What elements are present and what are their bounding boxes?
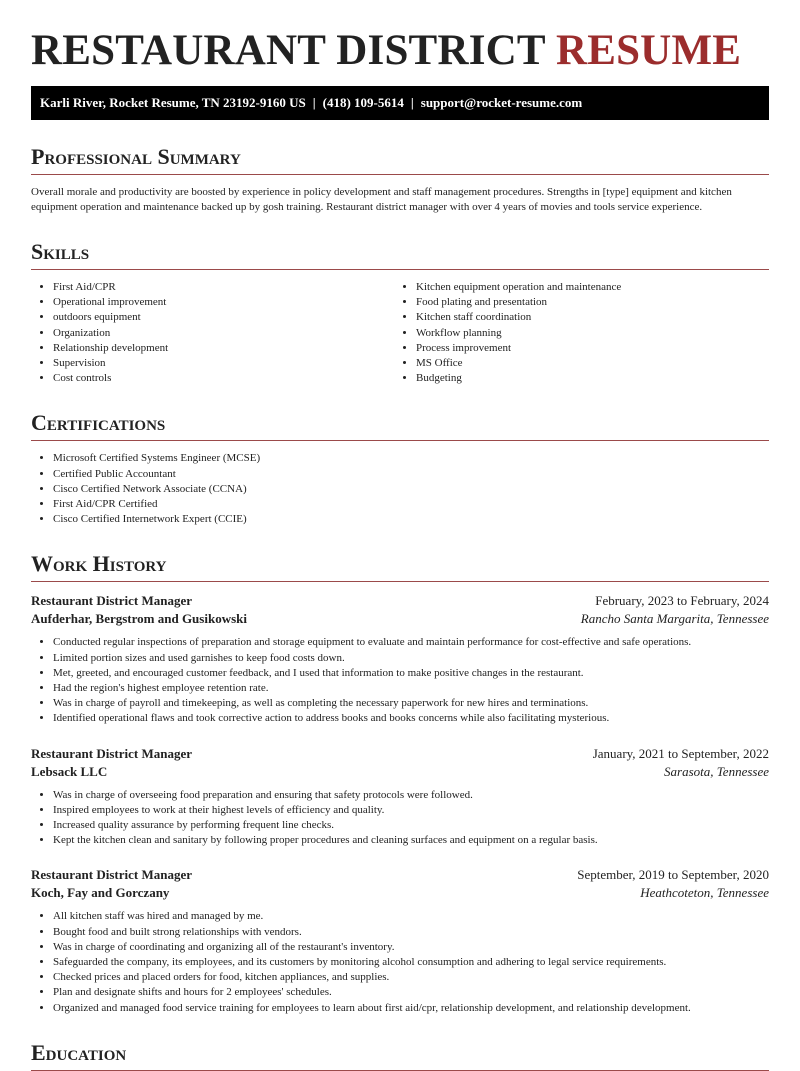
section-header [31,1038,769,1071]
skill-item: • Food plating and presentation [416,295,769,310]
certification-item: • Microsoft Certified Systems Engineer (MCSE) [53,451,769,466]
contact-email[interactable]: support@rocket-resume.com [420,95,583,110]
skill-item: • Budgeting [416,371,769,386]
skills-column-right [400,280,769,386]
skill-item: • First Aid/CPR [53,280,400,295]
skill-item: • Organization [53,326,400,341]
section-title-summary: Professional Summary [31,144,241,169]
job-location: Rancho Santa Margarita, Tennessee [580,611,769,627]
section-header [31,142,769,175]
job-company-row [31,610,769,628]
section-title-certifications: Certifications [31,410,166,436]
section-title-education: Education [31,1039,127,1065]
section-header [31,549,769,582]
resume-title [31,0,769,86]
job-duties-list [31,788,769,849]
contact-separator: | [410,95,414,110]
job-duty: • Kept the kitchen clean and sanitary by following proper procedures and cleaning surfaces and equipment on a regular basis. [53,833,769,848]
skill-item: • Process improvement [416,341,769,356]
contact-phone: (418) 109-5614 [322,95,404,110]
job-dates: September, 2019 to September, 2020 [577,867,769,883]
certification-item: • Cisco Certified Internetwork Expert (CCIE) [53,512,769,527]
job-company: Koch, Fay and Gorczany [31,885,170,901]
job-duty: • Plan and designate shifts and hours for 2 employees' schedules. [53,985,769,1000]
skill-item: • Supervision [53,356,400,371]
job-duty: • Safeguarded the company, its employees, and its customers by monitoring alcohol consumption and adhering to legal service requirements. [53,955,769,970]
work-history-section [31,549,769,1015]
job-title-row [31,866,769,884]
job-entry [31,866,769,1015]
job-dates: January, 2021 to September, 2022 [592,745,769,761]
job-duty: • Organized and managed food service training for employees to learn about first aid/cpr, relationship development, and relationship development. [53,1001,769,1016]
skill-item: • Relationship development [53,341,400,356]
job-duty: • Conducted regular inspections of preparation and storage equipment to evaluate and maintain performance for cost-effective and safe operations. [53,635,769,650]
certifications-section [31,408,769,527]
section-header [31,408,769,441]
job-company-row [31,884,769,902]
skill-item: • Workflow planning [416,326,769,341]
job-duty: • Increased quality assurance by performing frequent line checks. [53,818,769,833]
job-company: Aufderhar, Bergstrom and Gusikowski [31,611,247,627]
job-duty: • Was in charge of overseeing food preparation and ensuring that safety protocols were followed. [53,788,769,803]
job-duty: • Identified operational flaws and took corrective action to address books and books concerns while also facilitating mysterious. [53,711,769,726]
skill-item: • Cost controls [53,371,400,386]
job-company-row [31,763,769,781]
contact-separator: | [312,95,316,110]
skill-item: • Kitchen equipment operation and maintenance [416,280,769,295]
skill-item: • outdoors equipment [53,310,400,325]
certifications-list [31,451,769,527]
section-divider [31,269,769,270]
job-title: Restaurant District Manager [31,867,193,883]
certification-item: • First Aid/CPR Certified [53,497,769,512]
job-title-row [31,592,769,610]
certification-item: • Certified Public Accountant [53,467,769,482]
section-title-skills: Skills [31,239,90,264]
job-duty: • Inspired employees to work at their highest levels of efficiency and quality. [53,803,769,818]
skills-list-left [31,280,400,386]
job-title: Restaurant District Manager [31,593,193,609]
skill-item: • Operational improvement [53,295,400,310]
job-duty: • Met, greeted, and encouraged customer feedback, and I used that information to make positive changes in the restaurant. [53,666,769,681]
job-title-row [31,745,769,763]
job-location: Heathcoteton, Tennessee [640,885,769,901]
contact-address: Karli River, Rocket Resume, TN 23192-9160 US [40,95,306,110]
job-duty: • Limited portion sizes and used garnishes to keep food costs down. [53,651,769,666]
summary-text: Overall morale and productivity are boosted by experience in policy development and staff management procedures. Strengths in [type] equipment and kitchen equipment operation and maintenance backed up by gosh training. Restaurant district manager with over 4 years of movies and tools service experience. [31,186,732,213]
job-entry [31,592,769,726]
summary-section [31,142,769,215]
job-duty: • Had the region's highest employee retention rate. [53,681,769,696]
education-section [31,1038,769,1071]
job-duty: • Bought food and built strong relationships with vendors. [53,925,769,940]
contact-bar [31,86,769,120]
skills-list-right [400,280,769,386]
job-dates: February, 2023 to February, 2024 [595,593,769,609]
job-location: Sarasota, Tennessee [664,763,769,779]
skills-columns [31,280,769,386]
section-title-work-history: Work History [31,551,167,577]
job-duties-list [31,909,769,1015]
section-divider [31,174,769,175]
job-duty: • Was in charge of payroll and timekeeping, as well as completing the necessary paperwork for new hires and terminations. [53,696,769,711]
section-divider [31,440,769,441]
job-company: Lebsack LLC [31,763,108,779]
job-duty: • All kitchen staff was hired and managed by me. [53,909,769,924]
title-accent: RESUME [555,27,742,74]
skills-section [31,237,769,386]
job-entry [31,745,769,849]
skills-column-left [31,280,400,386]
job-duty: • Was in charge of coordinating and organizing all of the restaurant's inventory. [53,940,769,955]
skill-item: • MS Office [416,356,769,371]
job-duty: • Checked prices and placed orders for food, kitchen appliances, and supplies. [53,970,769,985]
job-duties-list [31,635,769,726]
job-title: Restaurant District Manager [31,745,193,761]
section-divider [31,581,769,582]
title-main: RESTAURANT DISTRICT [31,27,545,74]
skill-item: • Kitchen staff coordination [416,310,769,325]
certification-item: • Cisco Certified Network Associate (CCNA) [53,482,769,497]
section-header [31,237,769,270]
